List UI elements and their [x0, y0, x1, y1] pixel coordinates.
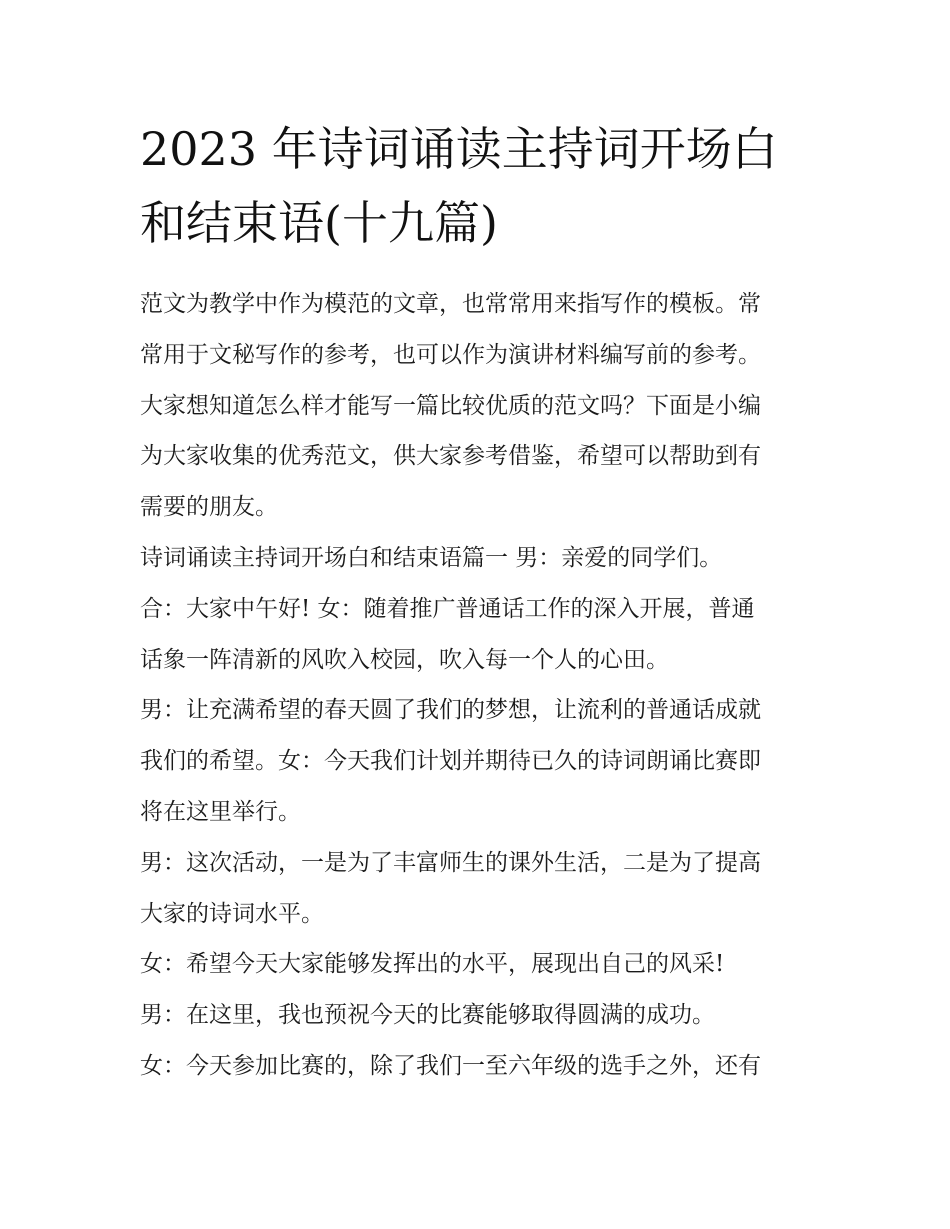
document-title: [140, 112, 820, 260]
body-line: 合：大家中午好! 女：随着推广普通话工作的深入开展，普通: [140, 595, 755, 622]
body-line: 常用于文秘写作的参考，也可以作为演讲材料编写前的参考。: [140, 341, 761, 368]
body-line: 为大家收集的优秀范文，供大家参考借鉴，希望可以帮助到有: [140, 443, 761, 470]
title-line: 和结束语(十九篇): [140, 196, 498, 250]
body-line: 男：让充满希望的春天圆了我们的梦想，让流利的普通话成就: [140, 697, 761, 724]
body-line: 范文为教学中作为模范的文章，也常常用来指写作的模板。常: [140, 291, 761, 317]
body-line: 需要的朋友。: [140, 494, 278, 521]
body-line: 大家的诗词水平。: [140, 900, 324, 927]
document-body: [140, 279, 820, 1092]
body-line: 女：今天参加比赛的，除了我们一至六年级的选手之外，还有: [140, 1052, 761, 1079]
body-line: 女：希望今天大家能够发挥出的水平，展现出自己的风采!: [140, 951, 725, 978]
body-line: 话象一阵清新的风吹入校园，吹入每一个人的心田。: [140, 646, 669, 673]
body-line: 大家想知道怎么样才能写一篇比较优质的范文吗？下面是小编: [140, 392, 761, 419]
body-line: 诗词诵读主持词开场白和结束语篇一 男：亲爱的同学们。: [140, 544, 723, 571]
body-line: 将在这里举行。: [140, 798, 301, 825]
title-line: 2023 年诗词诵读主持词开场白: [140, 122, 778, 176]
body-line: 我们的希望。女：今天我们计划并期待已久的诗词朗诵比赛即: [140, 748, 761, 775]
body-line: 男：这次活动，一是为了丰富师生的课外生活，二是为了提高: [140, 849, 761, 876]
body-line: 男：在这里，我也预祝今天的比赛能够取得圆满的成功。: [140, 1002, 715, 1029]
